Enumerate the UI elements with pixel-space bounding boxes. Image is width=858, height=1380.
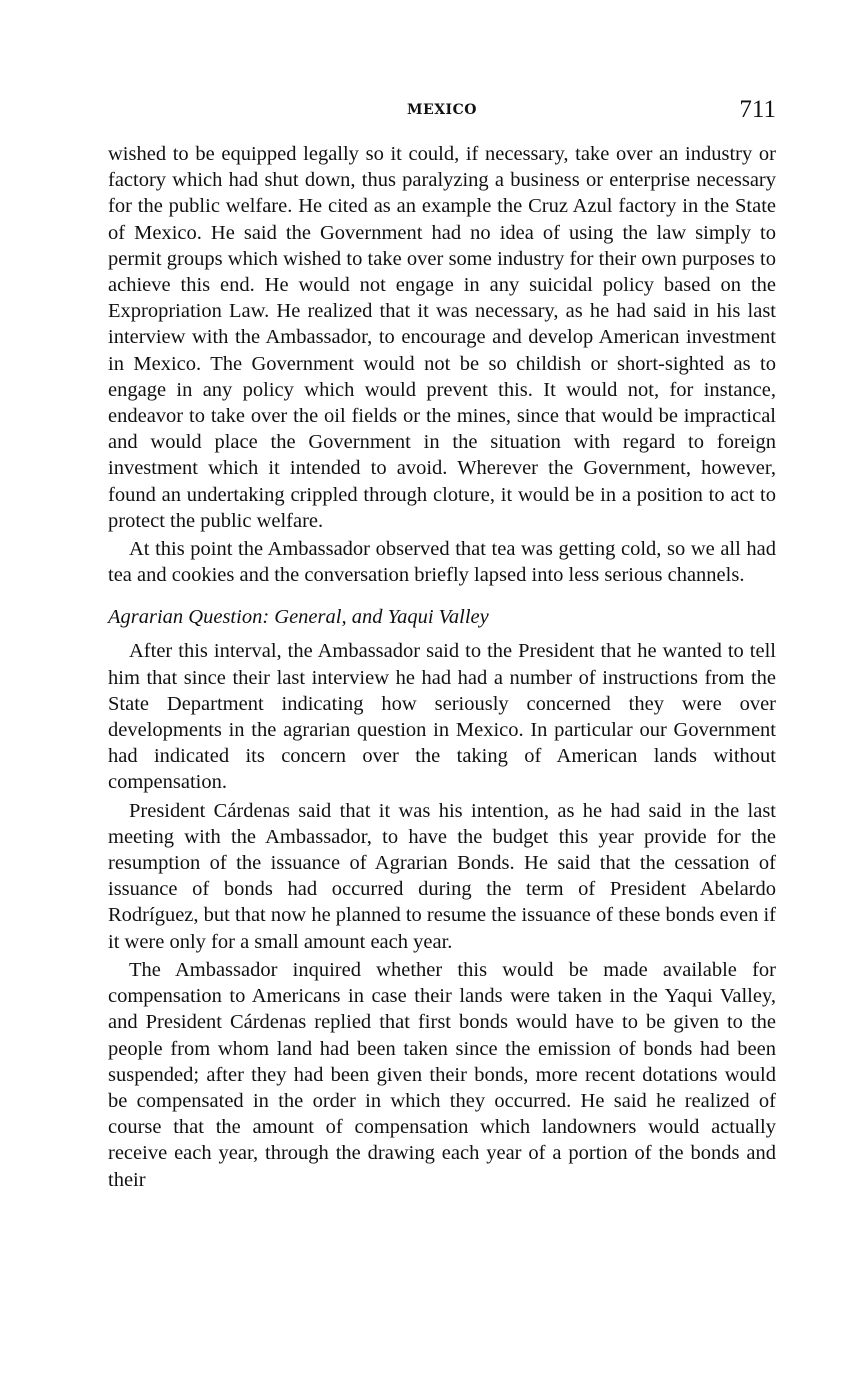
paragraph-tea-break: At this point the Ambassador observed that tea was getting cold, so we all had tea and cookies and the conversation briefly lapsed into less serious channels. (108, 538, 776, 587)
body-text (108, 141, 776, 1195)
paragraph-agrarian-bonds: President Cárdenas said that it was his intention, as he had said in the last meeting with the Ambassador, to have the budget this year provide for the resumption of the issuance of Agrarian Bonds. He said that the cessation of issuance of bonds had occurred during the term of President Abelardo Rodríguez, but that now he planned to resume the issuance of these bonds even if it were only for a small amount each year. (108, 799, 776, 953)
running-head (108, 96, 776, 128)
paragraph-ambassador-instructions: After this interval, the Ambassador said to the President that he wanted to tell him that since their last interview he had had a number of instructions from the State Department indicating how seriously concerned they were over developments in the agrarian question in Mexico. In particular our Government had indicated its concern over the taking of American lands without compensation. (108, 640, 776, 794)
section-heading: Agrarian Question: General, and Yaqui Valley (108, 606, 489, 629)
running-title: MEXICO (407, 102, 477, 118)
page-number: 711 (739, 96, 776, 123)
paragraph-yaqui-compensation: The Ambassador inquired whether this would be made available for compensation to Americans in case their lands were taken in the Yaqui Valley, and President Cárdenas replied that first bonds would have to be given to the people from whom land had been taken since the emission of bonds had been suspended; after they had been given their bonds, more recent dotations would be compensated in the order in which they occurred. He said he realized of course that the amount of compensation which landowners would actually receive each year, through the drawing each year of a portion of the bonds and their (108, 958, 776, 1191)
paragraph-continuation: wished to be equipped legally so it could, if necessary, take over an industry or factory which had shut down, thus paralyzing a business or enterprise necessary for the public welfare. He cited as an example the Cruz Azul factory in the State of Mexico. He said the Government had no idea of using the law simply to permit groups which wished to take over some industry for their own purposes to achieve this end. He would not engage in any suicidal policy based on the Expropriation Law. He realized that it was necessary, as he had said in his last interview with the Ambassador, to encourage and develop American investment in Mexico. The Government would not be so childish or short-sighted as to engage in any policy which would prevent this. It would not, for instance, endeavor to take over the oil fields or the mines, since that would be impractical and would place the Government in the situation with regard to foreign investment which it intended to avoid. Wherever the Government, however, found an undertaking crippled through cloture, it would be in a position to act to protect the public welfare. (108, 143, 776, 532)
